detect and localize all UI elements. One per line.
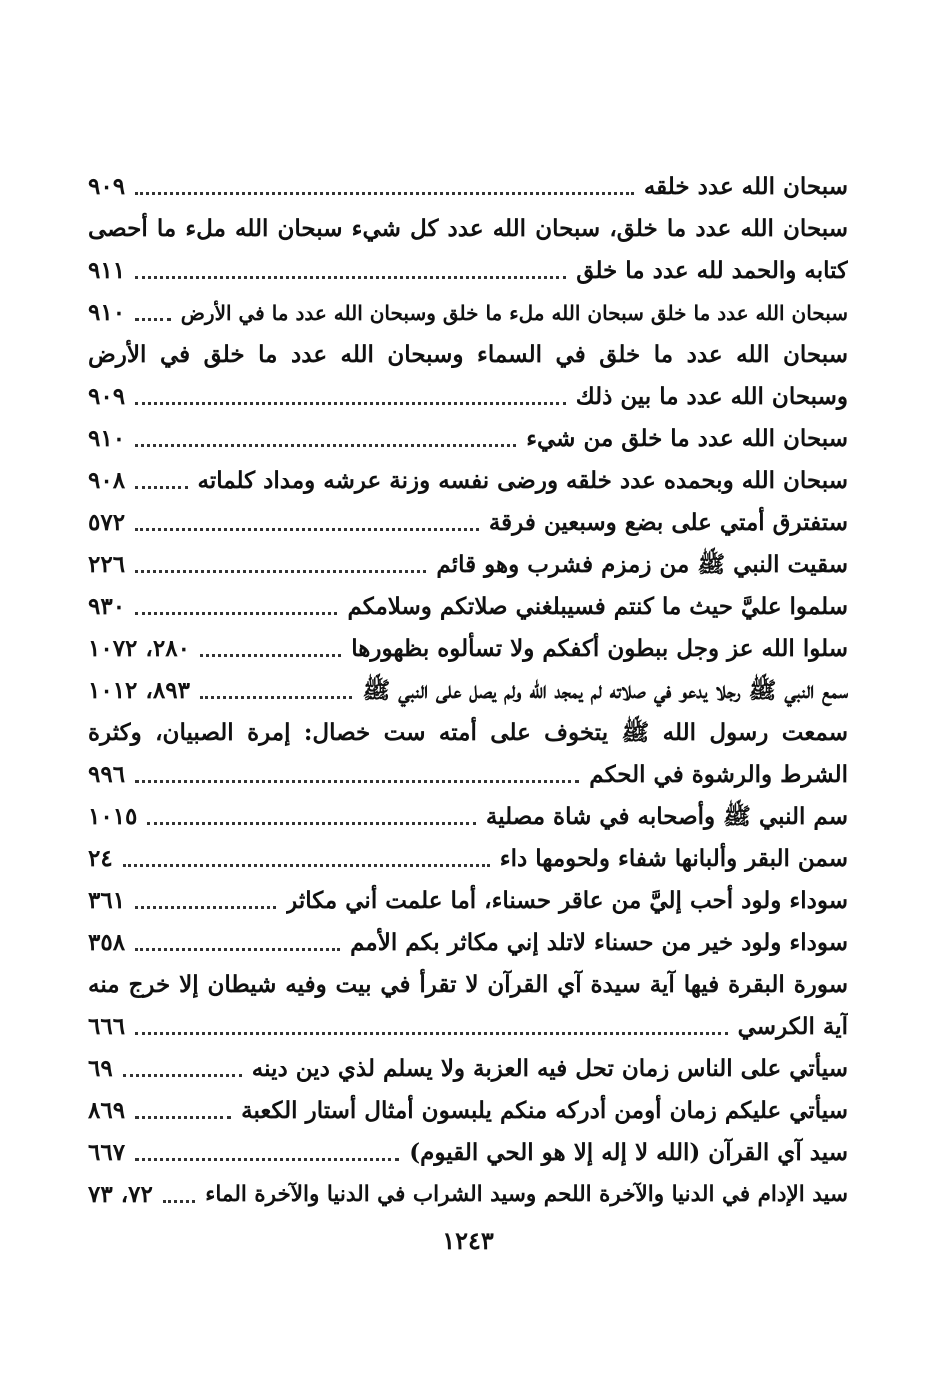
- entry-text: سقيت النبي ﷺ من زمزم فشرب وهو قائم: [436, 551, 848, 578]
- entry-text: سبحان الله عدد ما خلق سبحان الله ملء ما خلق وسبحان الله عدد ما في الأرض: [180, 301, 848, 325]
- dot-leader: [135, 276, 566, 279]
- dot-leader: [163, 1200, 195, 1203]
- entry-page-ref: ٩١٠: [88, 299, 126, 326]
- entry-text: سيد آي القرآن (الله لا إله إلا هو الحي القيوم): [409, 1139, 848, 1166]
- index-entry: [88, 250, 848, 292]
- index-entry: [88, 166, 848, 208]
- dot-leader: [200, 654, 341, 657]
- index-entry: [88, 628, 848, 670]
- index-entry: [88, 334, 848, 376]
- entry-page-ref: ٢٢٦: [88, 551, 126, 578]
- dot-leader: [147, 822, 475, 825]
- index-entry: [88, 418, 848, 460]
- index-entry: [88, 880, 848, 922]
- index-entry: [88, 712, 848, 754]
- entry-text: سيأتي على الناس زمان تحل فيه العزبة ولا يسلم لذي دين دينه: [251, 1055, 848, 1082]
- index-entry: [88, 586, 848, 628]
- entry-text: سبحان الله عدد ما خلق في السماء وسبحان الله عدد ما خلق في الأرض: [88, 341, 848, 368]
- entry-page-ref: ٣٥٨: [88, 929, 126, 956]
- entry-page-ref: ٩٩٦: [88, 761, 126, 788]
- entry-text: ستفترق أمتي على بضع وسبعين فرقة: [488, 509, 848, 536]
- entry-text: سمع النبي ﷺ رجلا يدعو في صلاته لم يمجد الله ولم يصل على النبي ﷺ: [362, 677, 848, 704]
- entry-text: سبحان الله عدد خلقه: [643, 173, 848, 200]
- index-entry: [88, 460, 848, 502]
- index-entry: [88, 1090, 848, 1132]
- dot-leader: [135, 444, 516, 447]
- index-entry: [88, 922, 848, 964]
- entry-text: سوداء ولود أحب إليَّ من عاقر حسناء، أما علمت أني مكاثر: [286, 887, 848, 914]
- index-entry: [88, 838, 848, 880]
- entry-text: سم النبي ﷺ وأصحابه في شاة مصلية: [485, 803, 848, 830]
- entry-text: سلوا الله عز وجل ببطون أكفكم ولا تسألوه بظهورها: [351, 635, 848, 662]
- entry-page-ref: ٩١٠: [88, 425, 126, 452]
- dot-leader: [135, 318, 171, 321]
- entry-text: سوداء ولود خير من حسناء لاتلد إني مكاثر بكم الأمم: [350, 929, 848, 956]
- dot-leader: [135, 780, 579, 783]
- entry-page-ref: ٩٣٠: [88, 593, 126, 620]
- entry-text: الشرط والرشوة في الحكم: [589, 761, 848, 788]
- entry-page-ref: ٣٦١: [88, 887, 126, 914]
- dot-leader: [123, 1074, 242, 1077]
- hadith-index-list: [88, 166, 848, 1216]
- entry-page-ref: ٩٠٩: [88, 173, 126, 200]
- dot-leader: [200, 696, 353, 699]
- dot-leader: [135, 1116, 231, 1119]
- dot-leader: [135, 1158, 399, 1161]
- entry-page-ref: ٨٦٩: [88, 1097, 126, 1124]
- dot-leader: [123, 864, 490, 867]
- index-entry: [88, 754, 848, 796]
- entry-text: وسبحان الله عدد ما بين ذلك: [575, 383, 848, 410]
- entry-text: سبحان الله عدد ما خلق، سبحان الله عدد كل شيء سبحان الله ملء ما أحصى: [88, 215, 848, 242]
- dot-leader: [135, 402, 566, 405]
- dot-leader: [135, 1032, 728, 1035]
- entry-page-ref: ٧٢، ٧٣: [88, 1181, 153, 1208]
- dot-leader: [135, 570, 426, 573]
- entry-text: سبحان الله وبحمده عدد خلقه ورضى نفسه وزنة عرشه ومداد كلماته: [197, 467, 848, 494]
- index-entry: [88, 1132, 848, 1174]
- index-entry: [88, 796, 848, 838]
- dot-leader: [135, 948, 340, 951]
- index-entry: [88, 376, 848, 418]
- entry-text: كتابه والحمد لله عدد ما خلق: [576, 257, 848, 284]
- dot-leader: [135, 486, 187, 489]
- entry-page-ref: ١٠١٥: [88, 803, 138, 830]
- entry-page-ref: ٦٩: [88, 1055, 113, 1082]
- index-entry: [88, 670, 848, 712]
- entry-text: سبحان الله عدد ما خلق من شيء: [526, 425, 848, 452]
- index-entry: [88, 544, 848, 586]
- entry-page-ref: ٩١١: [88, 257, 126, 284]
- index-entry: [88, 1048, 848, 1090]
- entry-text: سمن البقر وألبانها شفاء ولحومها داء: [499, 845, 848, 872]
- entry-page-ref: ٢٨٠، ١٠٧٢: [88, 635, 190, 662]
- entry-text: آية الكرسي: [737, 1013, 848, 1040]
- entry-text: سورة البقرة فيها آية سيدة آي القرآن لا تقرأ في بيت وفيه شيطان إلا خرج منه: [88, 971, 848, 998]
- entry-page-ref: ٦٦٧: [88, 1139, 126, 1166]
- index-entry: [88, 208, 848, 250]
- entry-page-ref: ٢٤: [88, 845, 113, 872]
- index-entry: [88, 964, 848, 1006]
- entry-page-ref: ٩٠٩: [88, 383, 126, 410]
- page-number: ١٢٤٣: [442, 1226, 494, 1255]
- entry-text: سيد الإدام في الدنيا والآخرة اللحم وسيد الشراب في الدنيا والآخرة الماء: [205, 1182, 848, 1207]
- dot-leader: [135, 192, 634, 195]
- entry-page-ref: ٩٠٨: [88, 467, 126, 494]
- index-entry: [88, 1006, 848, 1048]
- dot-leader: [135, 528, 479, 531]
- entry-text: سيأتي عليكم زمان أومن أدركه منكم يلبسون أمثال أستار الكعبة: [241, 1097, 848, 1124]
- dot-leader: [135, 906, 276, 909]
- entry-page-ref: ٨٩٣، ١٠١٢: [88, 677, 190, 704]
- entry-page-ref: ٥٧٢: [88, 509, 126, 536]
- index-entry: [88, 1174, 848, 1216]
- index-entry: [88, 502, 848, 544]
- dot-leader: [135, 612, 337, 615]
- entry-text: سلموا عليَّ حيث ما كنتم فسيبلغني صلاتكم وسلامكم: [347, 593, 848, 620]
- entry-text: سمعت رسول الله ﷺ يتخوف على أمته ست خصال: إمرة الصبيان، وكثرة: [88, 719, 848, 746]
- entry-page-ref: ٦٦٦: [88, 1013, 126, 1040]
- index-entry: [88, 292, 848, 334]
